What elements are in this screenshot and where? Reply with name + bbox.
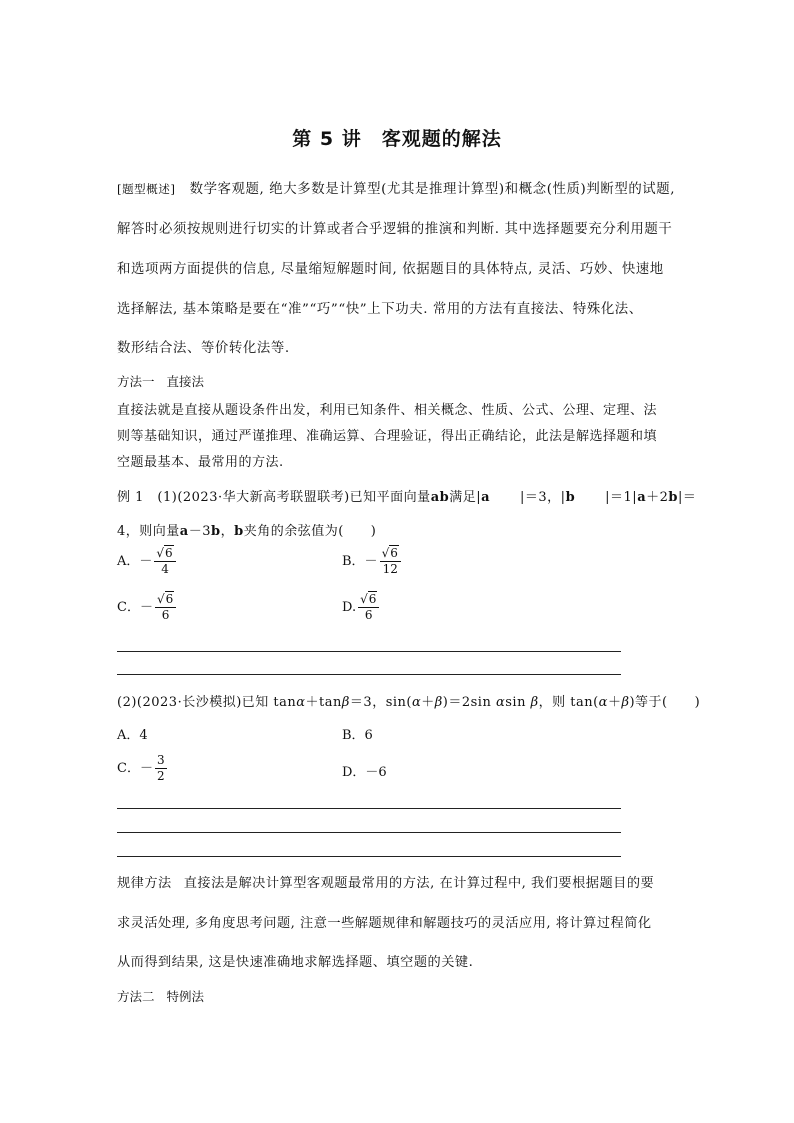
overview-line-1: [题型概述] 数学客观题, 绝大多数是计算型(尤其是推理计算型)和概念(性质)判断型的试题, (117, 182, 676, 197)
method1-heading: 方法一 直接法 (117, 374, 205, 389)
overview-line-2: 解答时必须按规则进行切实的计算或者合乎逻辑的推演和判断. 其中选择题要充分利用题干 (117, 222, 673, 237)
overview-line-3: 和选项两方面提供的信息, 尽量缩短解题时间, 依据题目的具体特点, 灵活、巧妙、快速地 (117, 262, 664, 277)
method2-heading: 方法二 特例法 (117, 989, 205, 1004)
option-a: A．4 (117, 728, 148, 743)
option-b: B．6 (342, 728, 373, 743)
option-a: A．－ $\frac{√6}{4}$ (117, 546, 176, 577)
page-title: 第 5 讲 客观题的解法 (292, 128, 502, 150)
option-c: C．－ $\frac{3}{2}$ (117, 753, 165, 783)
answer-line (117, 856, 621, 857)
example2-line: (2)(2023·长沙模拟)已知 tanα＋tanβ＝3，sin(α＋β)＝2sin αsin β，则 tan(α＋β)等于( ) (117, 695, 701, 710)
law-label: 规律方法 (117, 876, 172, 891)
law-line-3: 从而得到结果, 这是快速准确地求解选择题、填空题的关键. (117, 955, 474, 970)
example1-line-1: 例 1 (1)(2023·华大新高考联盟联考)已知平面向量ab满足|a |＝3，|b |＝1|a＋2b|＝ (117, 490, 697, 505)
option-c: C．－ $\frac{√6}{6}$ (117, 592, 176, 623)
answer-line (117, 832, 621, 833)
law-line-1: 规律方法 直接法是解决计算型客观题最常用的方法, 在计算过程中, 我们要根据题目的要 (117, 876, 655, 891)
method1-line-1: 直接法就是直接从题设条件出发，利用已知条件、相关概念、性质、公式、公理、定理、法 (117, 403, 658, 418)
answer-line (117, 674, 621, 675)
answer-line (117, 651, 621, 652)
overview-line-4: 选择解法, 基本策略是要在“准”“巧”“快”上下功夫. 常用的方法有直接法、特殊化法、 (117, 302, 643, 317)
law-line-2: 求灵活处理, 多角度思考问题, 注意一些解题规律和解题技巧的灵活应用, 将计算过程简化 (117, 916, 652, 931)
option-b: B．－ $\frac{√6}{12}$ (342, 546, 401, 577)
overview-label: [题型概述] (117, 182, 176, 196)
method1-line-2: 则等基础知识，通过严谨推理、准确运算、合理验证，得出正确结论，此法是解选择题和填 (117, 429, 658, 444)
option-d: D. $\frac{√6}{6}$ (342, 592, 379, 623)
overview-line-5: 数形结合法、等价转化法等. (117, 341, 290, 356)
method1-line-3: 空题最基本、最常用的方法. (117, 455, 284, 470)
example1-line-2: 4，则向量a－3b，b夹角的余弦值为( ) (117, 524, 377, 539)
option-d: D．－6 (342, 765, 387, 780)
answer-line (117, 808, 621, 809)
